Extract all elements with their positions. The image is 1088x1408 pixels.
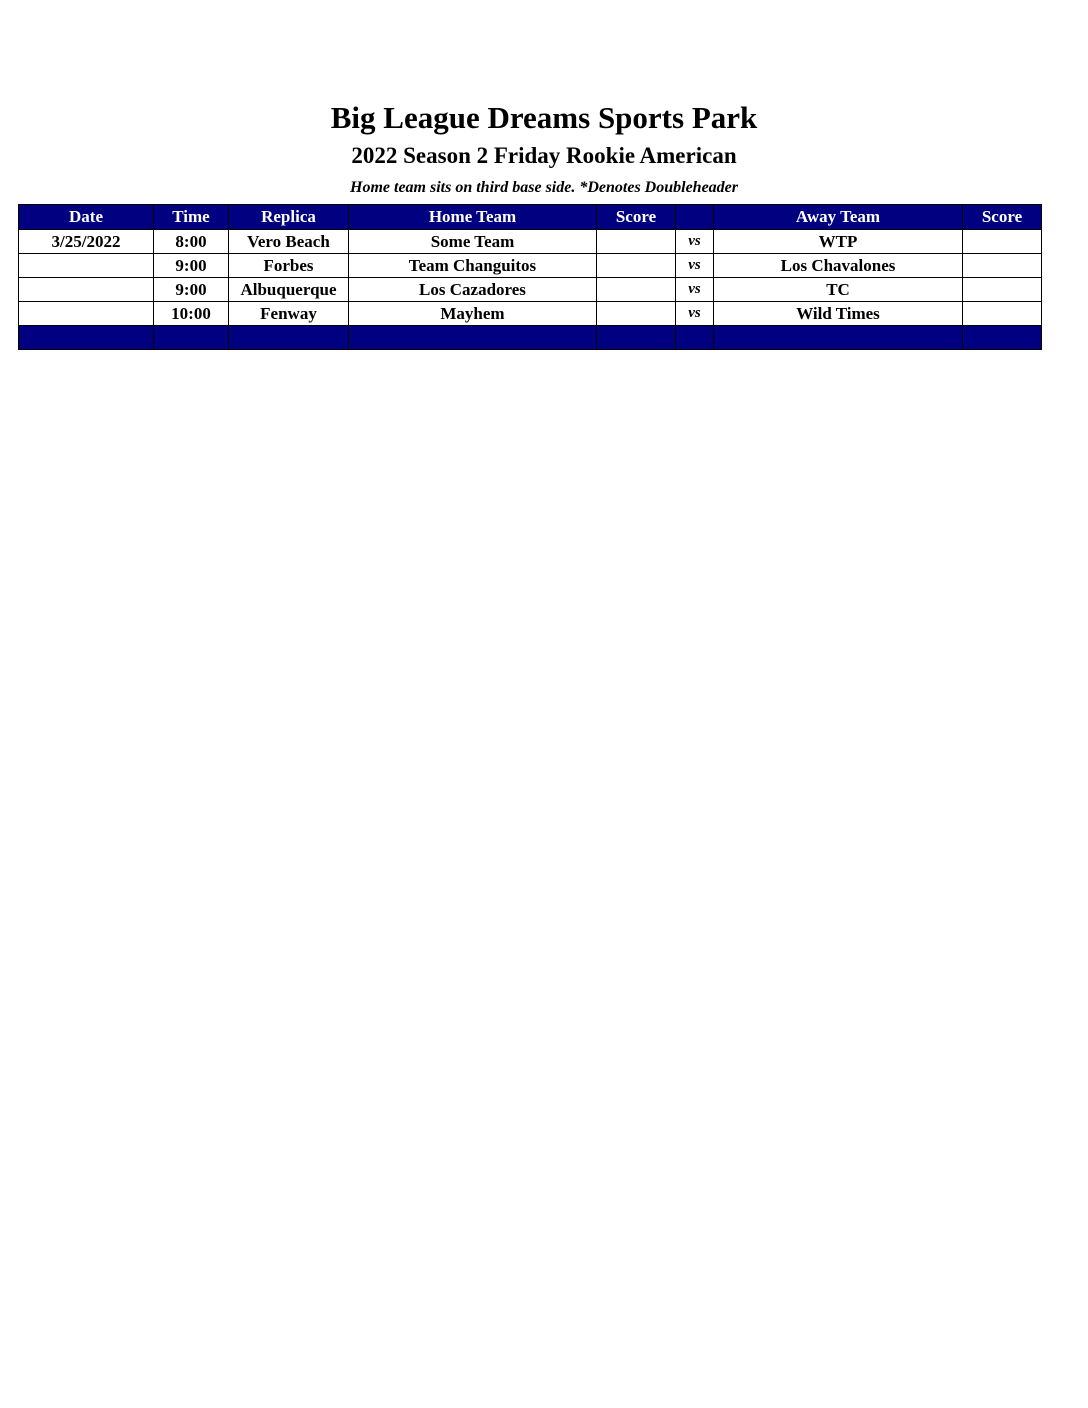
cell-away-score [963,254,1042,278]
cell-home-score [597,230,676,254]
footer-cell [349,326,597,350]
column-header-time: Time [154,205,229,230]
column-header-replica: Replica [229,205,349,230]
cell-away-score [963,278,1042,302]
footer-cell [154,326,229,350]
cell-away-team: Los Chavalones [714,254,963,278]
schedule-table [18,204,1042,350]
column-header-vs [676,205,714,230]
cell-home-team: Some Team [349,230,597,254]
cell-replica: Vero Beach [229,230,349,254]
cell-replica: Forbes [229,254,349,278]
cell-time: 9:00 [154,278,229,302]
cell-away-score [963,230,1042,254]
column-header-date: Date [19,205,154,230]
cell-time: 9:00 [154,254,229,278]
footer-row [19,326,1042,350]
cell-home-team: Mayhem [349,302,597,326]
page-title: Big League Dreams Sports Park [330,100,758,135]
footer-cell [963,326,1042,350]
cell-home-score [597,254,676,278]
table-row [19,230,1042,254]
cell-away-team: Wild Times [714,302,963,326]
footer-cell [714,326,963,350]
cell-home-score [597,302,676,326]
footer-cell [597,326,676,350]
column-header-home-team: Home Team [349,205,597,230]
cell-away-team: WTP [714,230,963,254]
table-row [19,278,1042,302]
cell-date [19,278,154,302]
column-header-away-team: Away Team [714,205,963,230]
cell-time: 10:00 [154,302,229,326]
cell-vs: vs [676,254,714,278]
cell-vs: vs [676,230,714,254]
cell-vs: vs [676,278,714,302]
table-row [19,254,1042,278]
cell-replica: Albuquerque [229,278,349,302]
cell-home-team: Team Changuitos [349,254,597,278]
cell-time: 8:00 [154,230,229,254]
cell-vs: vs [676,302,714,326]
footer-cell [19,326,154,350]
cell-home-score [597,278,676,302]
cell-away-team: TC [714,278,963,302]
footer-cell [676,326,714,350]
table-row [19,302,1042,326]
schedule-note: Home team sits on third base side. *Denotes Doubleheader [350,179,738,196]
header-row [19,205,1042,230]
column-header-away-score: Score [963,205,1042,230]
column-header-home-score: Score [597,205,676,230]
cell-date [19,302,154,326]
cell-away-score [963,302,1042,326]
cell-home-team: Los Cazadores [349,278,597,302]
cell-date: 3/25/2022 [19,230,154,254]
cell-replica: Fenway [229,302,349,326]
footer-cell [229,326,349,350]
cell-date [19,254,154,278]
page-subtitle: 2022 Season 2 Friday Rookie American [351,143,737,168]
